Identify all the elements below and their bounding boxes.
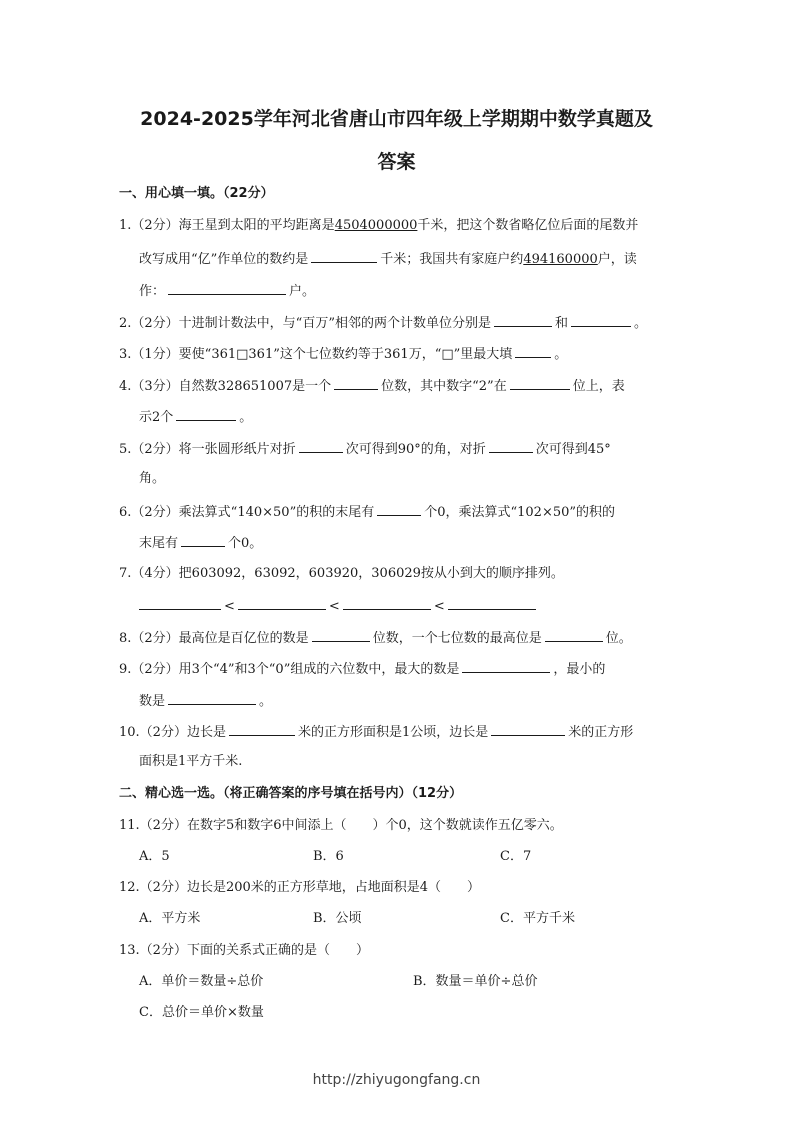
- answer-blank[interactable]: [168, 282, 286, 295]
- question-3: 3.（1分）要使“361□361”这个七位数约等于361万，“□”里最大填 。: [119, 347, 568, 362]
- answer-blank[interactable]: [312, 629, 370, 642]
- question-7-ordering-blanks: < < <: [139, 597, 539, 615]
- question-4-line-1: 4.（3分）自然数328651007是一个 位数，其中数字“2”在 位上，表: [119, 379, 625, 394]
- question-8: 8.（2分）最高位是百亿位的数是 位数，一个七位数的最高位是 位。: [119, 631, 632, 646]
- question-11: 11.（2分）在数字5和数字6中间添上（ ）个0，这个数就读作五亿零六。: [119, 818, 563, 833]
- question-5-line-2: 角。: [139, 471, 166, 486]
- distance-number: 4504000000: [334, 218, 418, 233]
- page-title: 2024-2025学年河北省唐山市四年级上学期期中数学真题及: [140, 108, 653, 130]
- answer-blank[interactable]: [571, 314, 631, 327]
- question-5-line-1: 5.（2分）将一张圆形纸片对折 次可得到90°的角，对折 次可得到45°: [119, 442, 611, 457]
- answer-blank[interactable]: [489, 440, 533, 453]
- question-1-line-1: 1.（2分）海王星到太阳的平均距离是4504000000千米，把这个数省略亿位后面的尾数并: [119, 218, 639, 233]
- answer-blank[interactable]: [462, 660, 550, 673]
- page-title-continued: 答案: [377, 151, 416, 173]
- section-heading-fill-in: 一、用心填一填。（22分）: [119, 186, 274, 201]
- answer-blank[interactable]: [377, 503, 421, 516]
- answer-blank[interactable]: [494, 314, 552, 327]
- option-c[interactable]: C．7: [500, 849, 532, 864]
- option-b[interactable]: B．数量＝单价÷总价: [413, 974, 538, 989]
- question-10-line-2: 面积是1平方千米.: [139, 754, 243, 769]
- answer-blank[interactable]: [229, 723, 295, 736]
- answer-blank[interactable]: [510, 377, 570, 390]
- answer-blank[interactable]: [299, 440, 343, 453]
- footer-url: http://zhiyugongfang.cn: [312, 1072, 481, 1088]
- option-b[interactable]: B．公顷: [313, 911, 362, 926]
- option-c[interactable]: C．平方千米: [500, 911, 575, 926]
- answer-blank[interactable]: [448, 597, 536, 610]
- question-6-line-1: 6.（2分）乘法算式“140×50”的积的末尾有 个0，乘法算式“102×50”的积的: [119, 505, 616, 520]
- question-2: 2.（2分）十进制计数法中，与“百万”相邻的两个计数单位分别是 和 。: [119, 316, 647, 331]
- answer-blank[interactable]: [238, 597, 326, 610]
- question-12: 12.（2分）边长是200米的正方形草地，占地面积是4（ ）: [119, 880, 481, 895]
- answer-blank[interactable]: [343, 597, 431, 610]
- question-9-line-2: 数是 。: [139, 694, 273, 709]
- answer-blank[interactable]: [168, 692, 256, 705]
- option-c[interactable]: C．总价＝单价×数量: [139, 1005, 264, 1020]
- question-1-line-3: 作： 户。: [139, 284, 316, 299]
- option-a[interactable]: A．单价＝数量÷总价: [139, 974, 264, 989]
- option-b[interactable]: B．6: [313, 849, 344, 864]
- question-13: 13.（2分）下面的关系式正确的是（ ）: [119, 943, 369, 958]
- answer-blank[interactable]: [181, 534, 225, 547]
- question-10-line-1: 10.（2分）边长是 米的正方形面积是1公顷，边长是 米的正方形: [119, 725, 634, 740]
- answer-blank[interactable]: [176, 408, 236, 421]
- question-9-line-1: 9.（2分）用3个“4”和3个“0”组成的六位数中，最大的数是 ，最小的: [119, 662, 606, 677]
- answer-blank[interactable]: [139, 597, 221, 610]
- question-7: 7.（4分）把603092，63092，603920，306029按从小到大的顺序排列。: [119, 566, 564, 581]
- question-6-line-2: 末尾有 个0。: [139, 536, 263, 551]
- answer-blank[interactable]: [334, 377, 378, 390]
- household-number: 494160000: [523, 252, 598, 267]
- question-1-line-2: 改写成用“亿”作单位的数约是 千米；我国共有家庭户约494160000户，读: [139, 252, 637, 267]
- answer-blank[interactable]: [545, 629, 603, 642]
- answer-blank[interactable]: [491, 723, 565, 736]
- section-heading-multiple-choice: 二、精心选一选。（将正确答案的序号填在括号内）（12分）: [119, 786, 463, 801]
- answer-blank[interactable]: [311, 250, 377, 263]
- question-4-line-2: 示2个 。: [139, 410, 253, 425]
- answer-blank[interactable]: [515, 345, 551, 358]
- option-a[interactable]: A．5: [139, 849, 170, 864]
- option-a[interactable]: A．平方米: [139, 911, 201, 926]
